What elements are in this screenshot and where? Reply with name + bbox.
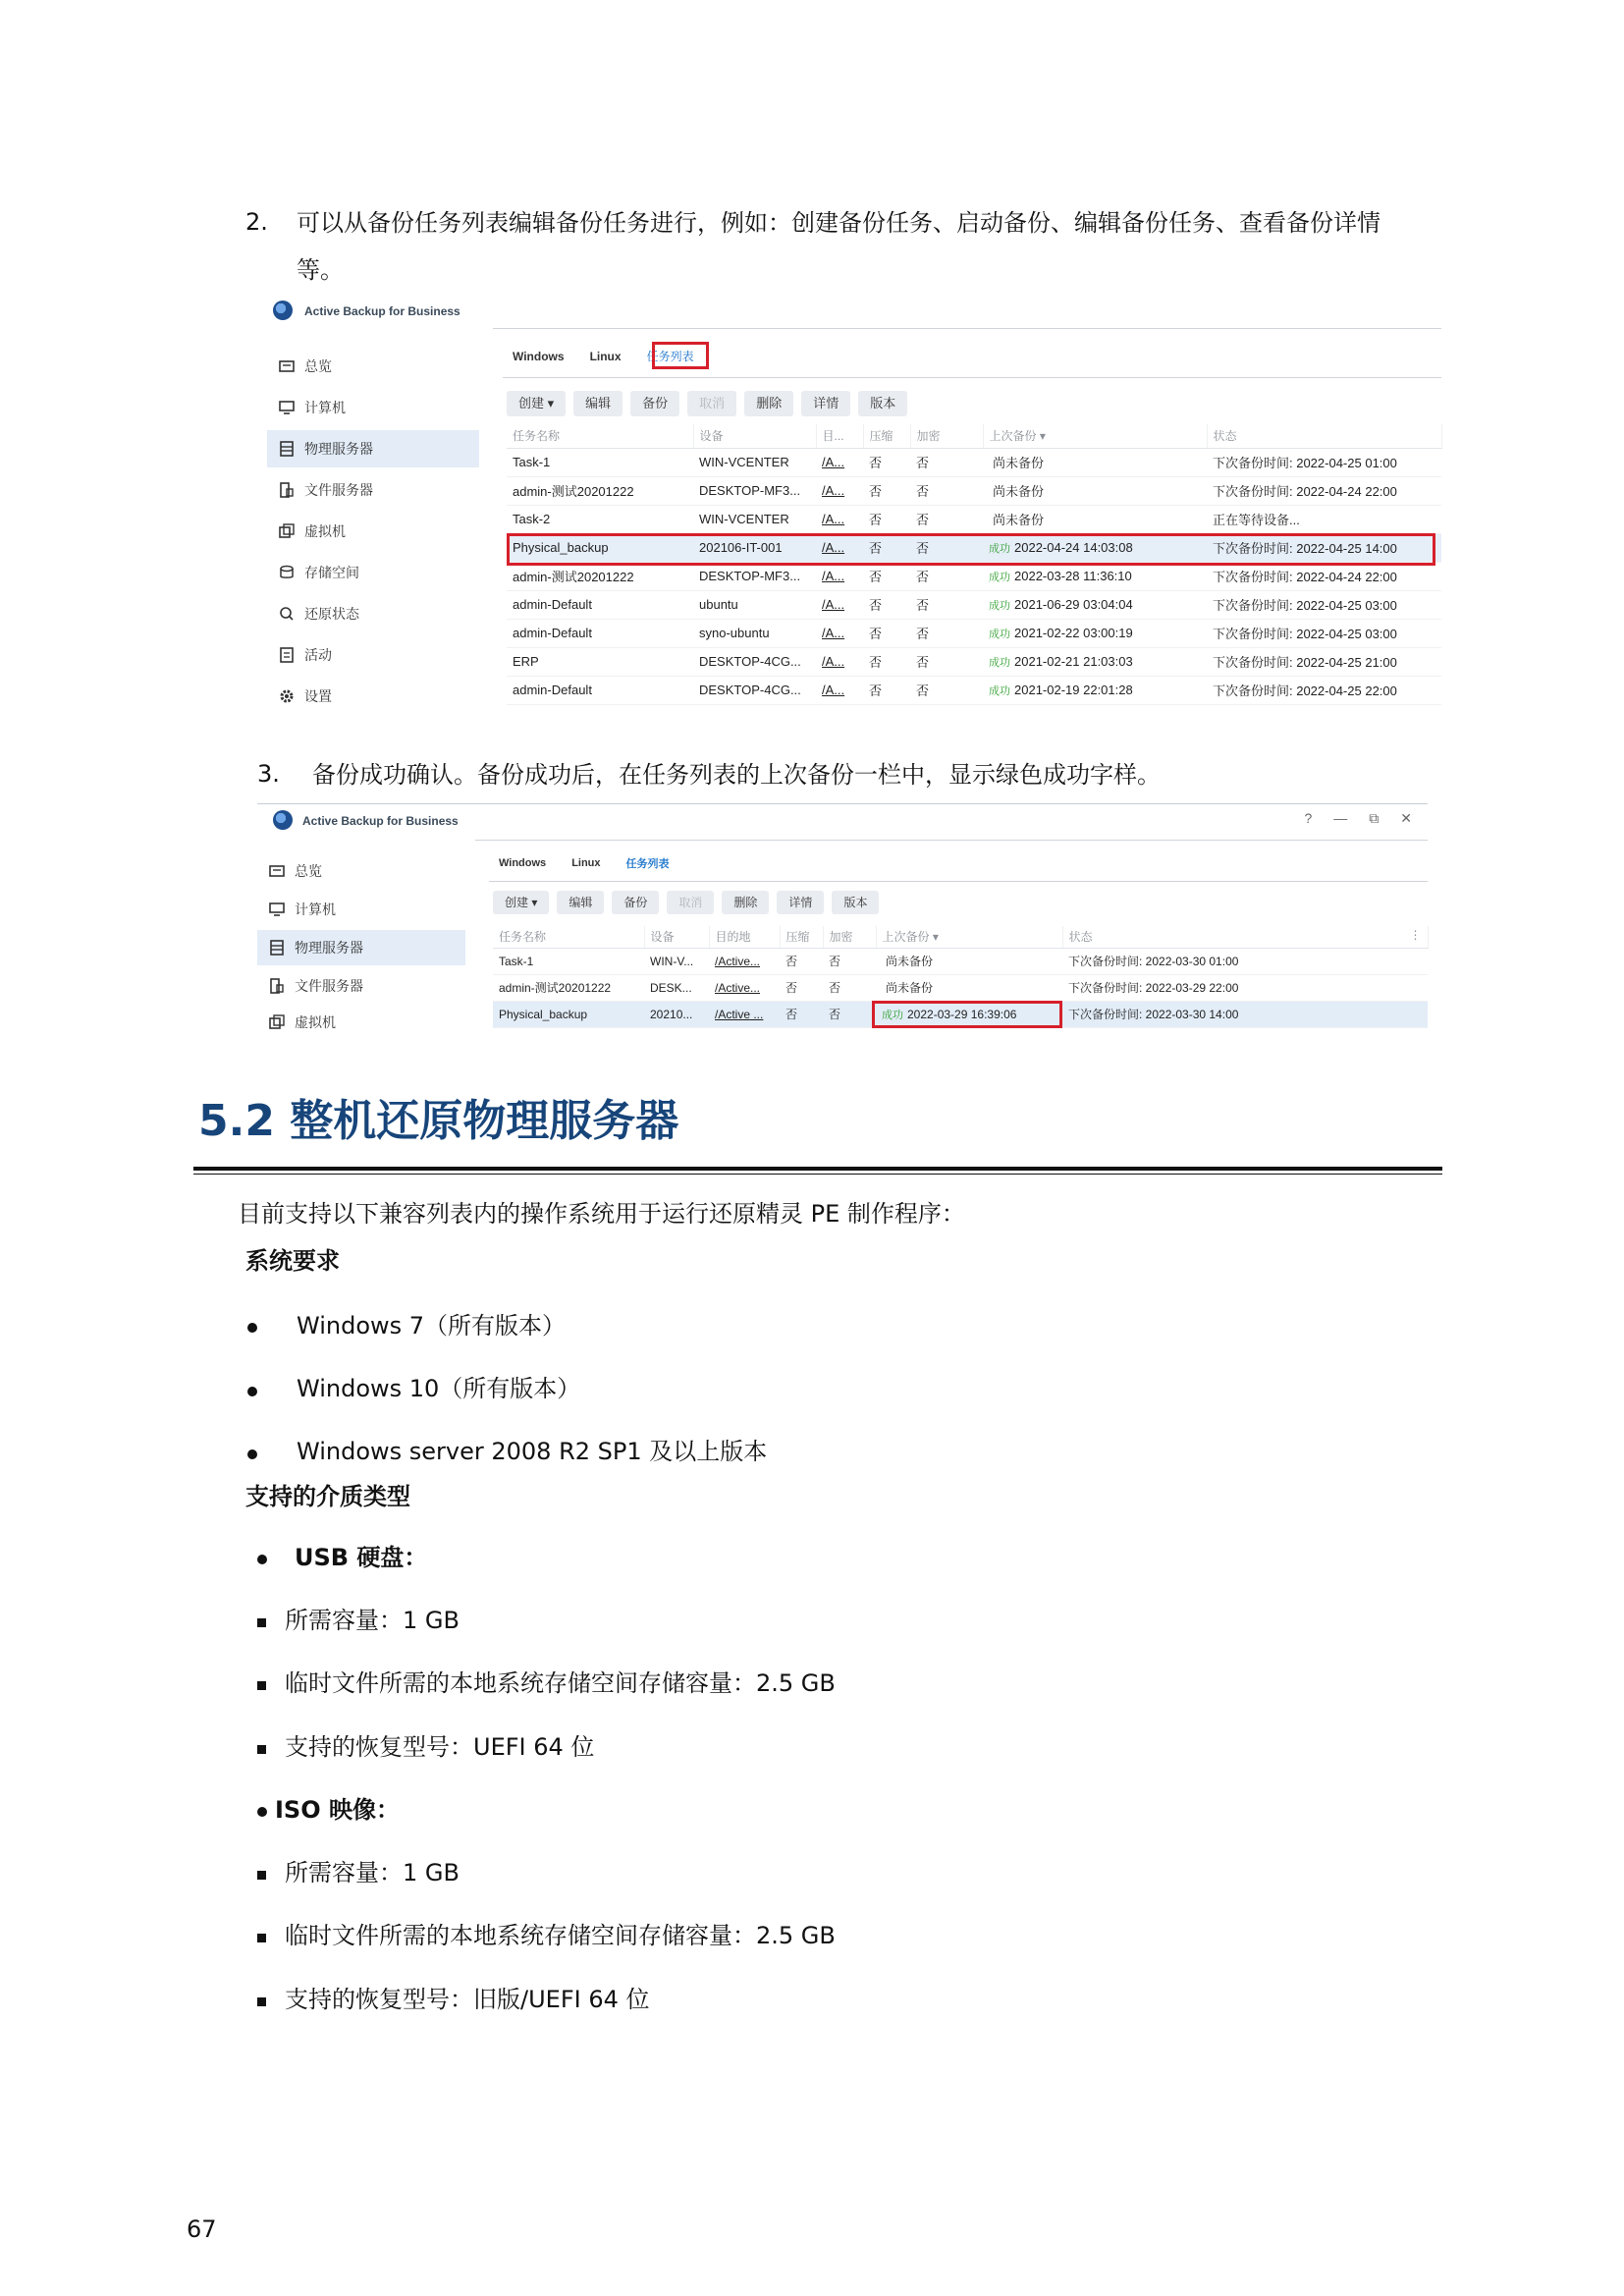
bullet bbox=[257, 1555, 267, 1564]
close-button[interactable]: ✕ bbox=[1400, 810, 1412, 826]
tab-windows[interactable]: Windows bbox=[499, 857, 547, 869]
bullet bbox=[247, 1387, 257, 1396]
column-header-task-name[interactable]: 任务名称 bbox=[493, 926, 644, 948]
sidebar-item-vm[interactable]: 虚拟机 bbox=[257, 1007, 465, 1038]
step-3-text: 备份成功确认。备份成功后，在任务列表的上次备份一栏中，显示绿色成功字样。 bbox=[312, 761, 1161, 789]
section-rule-thin bbox=[193, 1174, 1442, 1175]
sidebar-item-file-server[interactable]: 文件服务器 bbox=[257, 968, 465, 1004]
delete-button[interactable]: 删除 bbox=[722, 891, 769, 914]
toolbar bbox=[507, 391, 907, 416]
sidebar-item-settings[interactable]: 设置 bbox=[267, 678, 479, 715]
column-menu-icon[interactable]: ⋮ bbox=[1409, 928, 1422, 943]
section-title: 5.2 整机还原物理服务器 bbox=[198, 1096, 679, 1146]
app-logo-icon bbox=[273, 810, 293, 830]
step-3-number: 3. bbox=[257, 760, 280, 788]
column-header-device[interactable]: 设备 bbox=[644, 926, 709, 948]
activity-icon bbox=[279, 647, 295, 663]
sidebar-item-computer[interactable]: 计算机 bbox=[257, 892, 465, 927]
bullet bbox=[247, 1323, 257, 1333]
overview-icon bbox=[269, 863, 285, 879]
bullet bbox=[247, 1449, 257, 1459]
highlight-box-row bbox=[507, 533, 1435, 566]
column-header-status[interactable]: 状态 ⋮ bbox=[1062, 926, 1428, 948]
table-row[interactable]: admin-Default DESKTOP-4CG... /A... 否 否 成功 2021-02-19 22:01:28 下次备份时间: 2022-04-25 22:00 bbox=[507, 676, 1441, 704]
column-header-encryption[interactable]: 加密 bbox=[910, 424, 983, 448]
sidebar-item-overview[interactable]: 总览 bbox=[267, 348, 479, 385]
step-2-text-cont: 等。 bbox=[297, 256, 344, 284]
column-header-destination[interactable]: 目... bbox=[816, 424, 863, 448]
server-icon bbox=[269, 940, 285, 956]
sidebar-item-overview[interactable]: 总览 bbox=[257, 853, 465, 889]
square-bullet bbox=[257, 1871, 266, 1880]
versions-button[interactable]: 版本 bbox=[858, 391, 907, 416]
usb-item: 支持的恢复型号：UEFI 64 位 bbox=[285, 1733, 595, 1761]
column-header-task-name[interactable]: 任务名称 bbox=[507, 424, 693, 448]
sidebar-item-physical-server[interactable]: 物理服务器 bbox=[257, 930, 465, 965]
tab-linux[interactable]: Linux bbox=[589, 349, 622, 363]
sidebar-item-file-server[interactable]: 文件服务器 bbox=[267, 471, 479, 509]
delete-button[interactable]: 删除 bbox=[744, 391, 793, 416]
file-server-icon bbox=[269, 978, 285, 994]
app-title: Active Backup for Business bbox=[304, 304, 460, 318]
column-header-last-backup[interactable]: 上次备份 ▾ bbox=[876, 926, 1062, 948]
computer-icon bbox=[279, 400, 295, 415]
details-button[interactable]: 详情 bbox=[801, 391, 850, 416]
iso-item: 临时文件所需的本地系统存储空间存储容量：2.5 GB bbox=[285, 1922, 836, 1949]
highlight-box-success bbox=[872, 1001, 1062, 1028]
sidebar-item-storage[interactable]: 存储空间 bbox=[267, 554, 479, 591]
step-2-number: 2. bbox=[245, 208, 268, 236]
table-row[interactable]: admin-Default ubuntu /A... 否 否 成功 2021-06-29 03:04:04 下次备份时间: 2022-04-25 03:00 bbox=[507, 590, 1441, 619]
sidebar-item-computer[interactable]: 计算机 bbox=[267, 389, 479, 426]
bullet bbox=[257, 1807, 267, 1817]
computer-icon bbox=[269, 902, 285, 917]
tab-linux[interactable]: Linux bbox=[571, 857, 601, 869]
details-button[interactable]: 详情 bbox=[777, 891, 824, 914]
column-header-last-backup[interactable]: 上次备份 ▾ bbox=[983, 424, 1207, 448]
table-row-selected[interactable]: Physical_backup 202106-IT-001 /A... 否 否 成功 2022-04-24 14:03:08 下次备份时间: 2022-04-25 14:00 bbox=[507, 533, 1441, 562]
create-button[interactable]: 创建 ▾ bbox=[493, 891, 549, 914]
backup-button[interactable]: 备份 bbox=[630, 391, 679, 416]
table-row-selected[interactable]: Physical_backup 20210... /Active ... 否 否 成功 2022-03-29 16:39:06 下次备份时间: 2022-03-30 14:00 bbox=[493, 1001, 1428, 1027]
os-item: Windows 7（所有版本） bbox=[297, 1312, 567, 1339]
screenshot-backup-success bbox=[257, 803, 1428, 1038]
cancel-button[interactable]: 取消 bbox=[667, 891, 714, 914]
column-header-status[interactable]: 状态 bbox=[1207, 424, 1441, 448]
edit-button[interactable]: 编辑 bbox=[573, 391, 623, 416]
cancel-button[interactable]: 取消 bbox=[687, 391, 736, 416]
intro-text: 目前支持以下兼容列表内的操作系统用于运行还原精灵 PE 制作程序： bbox=[238, 1200, 965, 1228]
storage-icon bbox=[279, 565, 295, 580]
backup-button[interactable]: 备份 bbox=[612, 891, 659, 914]
table-row[interactable]: Task-1 WIN-VCENTER /A... 否 否 尚未备份 下次备份时间: 2022-04-25 01:00 bbox=[507, 448, 1441, 476]
column-header-encryption[interactable]: 加密 bbox=[823, 926, 876, 948]
square-bullet bbox=[257, 1997, 266, 2006]
restore-button[interactable]: ⧉ bbox=[1369, 810, 1380, 826]
column-header-compression[interactable]: 压缩 bbox=[780, 926, 823, 948]
window-controls bbox=[1304, 810, 1412, 827]
step-2-text: 可以从备份任务列表编辑备份任务进行，例如：创建备份任务、启动备份、编辑备份任务、查看备份详情 bbox=[297, 209, 1380, 237]
page-number: 67 bbox=[187, 2215, 217, 2243]
iso-item: 所需容量：1 GB bbox=[285, 1859, 460, 1886]
section-rule bbox=[193, 1167, 1442, 1171]
os-item: Windows server 2008 R2 SP1 及以上版本 bbox=[297, 1438, 768, 1465]
highlight-box-tab bbox=[652, 342, 709, 369]
app-logo-icon bbox=[273, 301, 293, 320]
square-bullet bbox=[257, 1745, 266, 1754]
tab-task-list[interactable]: 任务列表 bbox=[625, 858, 670, 870]
overview-icon bbox=[279, 358, 295, 374]
usb-heading: USB 硬盘： bbox=[295, 1544, 428, 1571]
column-header-compression[interactable]: 压缩 bbox=[863, 424, 910, 448]
table-row[interactable]: Task-1 WIN-V... /Active... 否 否 尚未备份 下次备份时间: 2022-03-30 01:00 bbox=[493, 948, 1428, 974]
sidebar-item-activity[interactable]: 活动 bbox=[267, 636, 479, 674]
file-server-icon bbox=[279, 482, 295, 498]
gear-icon bbox=[279, 688, 295, 704]
restore-icon bbox=[279, 606, 295, 622]
tab-bar bbox=[499, 855, 695, 871]
usb-item: 所需容量：1 GB bbox=[285, 1607, 460, 1634]
sidebar-item-vm[interactable]: 虚拟机 bbox=[267, 513, 479, 550]
iso-heading: ISO 映像： bbox=[275, 1796, 400, 1824]
vm-icon bbox=[269, 1014, 285, 1030]
iso-item: 支持的恢复型号：旧版/UEFI 64 位 bbox=[285, 1986, 650, 2013]
create-button[interactable]: 创建 ▾ bbox=[507, 391, 566, 416]
table-row[interactable]: admin-测试20201222 DESKTOP-MF3... /A... 否 否 成功 2022-03-28 11:36:10 下次备份时间: 2022-04-24 22:00 bbox=[507, 562, 1441, 590]
usb-item: 临时文件所需的本地系统存储空间存储容量：2.5 GB bbox=[285, 1669, 836, 1697]
versions-button[interactable]: 版本 bbox=[832, 891, 879, 914]
table-row[interactable]: Task-2 WIN-VCENTER /A... 否 否 尚未备份 正在等待设备... bbox=[507, 505, 1441, 533]
vm-icon bbox=[279, 523, 295, 539]
table-row[interactable]: admin-测试20201222 DESK... /Active... 否 否 尚未备份 下次备份时间: 2022-03-29 22:00 bbox=[493, 974, 1428, 1001]
help-button[interactable]: ? bbox=[1304, 810, 1313, 826]
column-header-destination[interactable]: 目的地 bbox=[709, 926, 780, 948]
square-bullet bbox=[257, 1681, 266, 1690]
os-item: Windows 10（所有版本） bbox=[297, 1375, 581, 1402]
toolbar bbox=[493, 891, 879, 914]
table-row[interactable]: ERP DESKTOP-4CG... /A... 否 否 成功 2021-02-21 21:03:03 下次备份时间: 2022-04-25 21:00 bbox=[507, 647, 1441, 676]
screenshot-task-list bbox=[267, 293, 1441, 717]
server-icon bbox=[279, 441, 295, 457]
system-requirements-heading: 系统要求 bbox=[245, 1247, 340, 1275]
minimize-button[interactable]: — bbox=[1333, 810, 1348, 826]
app-title: Active Backup for Business bbox=[302, 814, 459, 828]
media-types-heading: 支持的介质类型 bbox=[245, 1483, 410, 1510]
square-bullet bbox=[257, 1934, 266, 1942]
table-row[interactable]: admin-Default syno-ubuntu /A... 否 否 成功 2021-02-22 03:00:19 下次备份时间: 2022-04-25 03:00 bbox=[507, 619, 1441, 647]
square-bullet bbox=[257, 1618, 266, 1627]
tab-task-list[interactable]: 任务列表 bbox=[646, 350, 694, 363]
column-header-device[interactable]: 设备 bbox=[693, 424, 816, 448]
table-row[interactable]: admin-测试20201222 DESKTOP-MF3... /A... 否 否 尚未备份 下次备份时间: 2022-04-24 22:00 bbox=[507, 476, 1441, 505]
edit-button[interactable]: 编辑 bbox=[557, 891, 604, 914]
sidebar-item-physical-server[interactable]: 物理服务器 bbox=[267, 430, 479, 467]
tab-windows[interactable]: Windows bbox=[513, 349, 565, 363]
sidebar-item-restore-status[interactable]: 还原状态 bbox=[267, 595, 479, 632]
